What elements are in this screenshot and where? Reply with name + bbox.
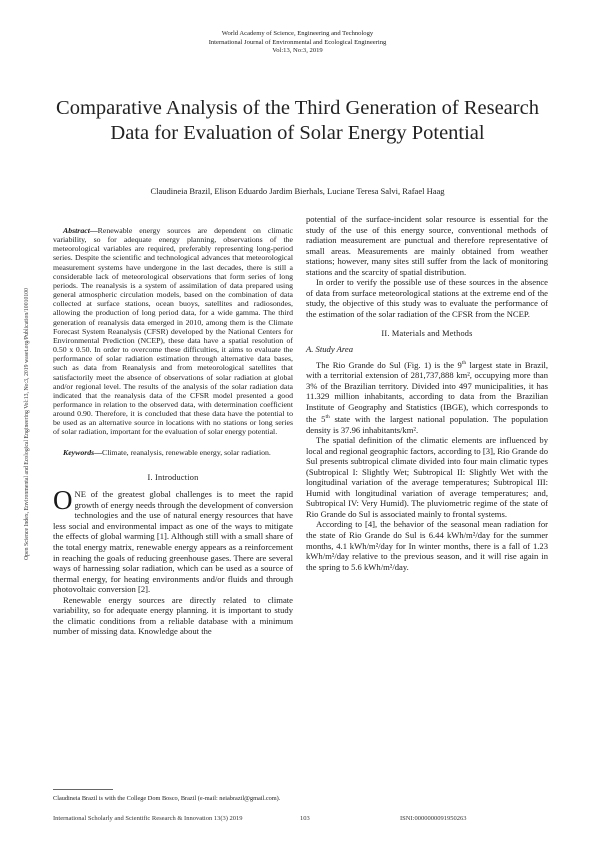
abstract-text: Renewable energy sources are dependent on climatic variability, so for adequate energy planning, observations of the meteorological variables are required, preferably representing long-period series. Despite the scientific and technological advances that meteorological measurement systems have undergone in the last decades, there is still a considerable lack of meteorological observations that form series of long periods. The reanalysis is a system of assimilation of data prepared using general atmospheric circulation models, based on the combination of data collected at surface stations, ocean buoys, satellites and radiosondes, allowing the production of long period data, for a wide gamma. The third generation of reanalysis data emerged in 2010, among them is the Climate Forecast System Reanalysis (CFSR) developed by the National Centers for Environmental Prediction (NCEP), these data have a spatial resolution of 0.50 x 0.50. In order to overcome these difficulties, it aims to evaluate the performance of solar radiation estimation through alternative data bases, such as data from Reanalysis and from meteorological satellites that satisfactorily meet the absence of observations of solar radiation at global and/or regional level. The results of the analysis of the solar radiation data indicated that the reanalysis data of the CFSR model presented a good performance in relation to the observed data, with determination coefficient around 0.90. Therefore, it is concluded that these data have the potential to be used as an alternative source in locations with no stations or long series of solar radiation, important for the evaluation of solar energy potential. — [53, 226, 293, 437]
intro-paragraph-2: Renewable energy sources are directly related to climate variability, so for adequate energy planning. it is important to study the climatic conditions from a reliable database with a minimum number of missing data. Knowledge about the — [53, 594, 293, 637]
intro-paragraph-1 — [53, 485, 293, 595]
footer-journal: International Scholarly and Scientific Research & Innovation 13(3) 2019 — [53, 815, 243, 822]
methods-paragraph-2: The spatial definition of the climatic elements are influenced by local and regional geographic factors, according to [3], Rio Grande do Sul presents subtropical climate divided into four main climatic types (Subtropical I: Slightly Wet; Subtropical II: Slightly Wet with the longitudinal variation of the average temperatures; Subtropical III: Humid with longitudinal variation of average temperatures; and, Subtropical IV: Very Humid). The pluviometric regime of the state of Rio Grande do Sul is associated mainly to frontal systems. — [306, 435, 548, 519]
journal-publisher: World Academy of Science, Engineering and Technology — [221, 30, 374, 37]
abstract-label: Abstract — [63, 226, 90, 235]
intro-paragraph-1-text: NE of the greatest global challenges is to meet the rapid growth of energy needs through the development of conversion technologies and the use of natural energy resources that have less social and environmental impact as one of the ways to mitigate the effects of global warming [1]. Although still with a small share of the total energy matrix, renewable energy appears as a reinforcement in reaching the goals of reducing greenhouse gases. There are several ways of harnessing solar radiation, which can be used as a source of thermal energy, for heating environments and/or fluids and through photovoltaic conversion [2]. — [53, 489, 293, 595]
journal-volume: Vol:13, No:3, 2019 — [272, 47, 323, 55]
methods-paragraph-1: The Rio Grande do Sul (Fig. 1) is the 9th largest state in Brazil, with a territorial extension of 281,737,888 km², occupying more than 3% of the Brazilian territory. Divided into 497 municipalities, it has 11.329 million inhabitants, according to data from the Brazilian Institute of Geography and Statistics (IBGE), which corresponds to the 5th state with the largest national population. The population density is 37.96 inhabitants/km². — [306, 359, 548, 435]
keywords-text: Climate, reanalysis, renewable energy, solar radiation. — [102, 447, 271, 457]
keywords-label: Keywords — [63, 447, 95, 457]
footnote-rule — [53, 789, 113, 790]
drop-cap: O — [53, 485, 73, 516]
author-footnote: Claudineia Brazil is with the College Dom Bosco, Brazil (e-mail: neiabrazil@gmail.com). — [53, 795, 281, 802]
journal-header — [0, 30, 595, 56]
left-column — [53, 226, 293, 637]
footer-issn: ISNI:0000000091950263 — [400, 815, 467, 822]
right-column — [306, 214, 548, 572]
methods-paragraph-3: According to [4], the behavior of the seasonal mean radiation for the state of Rio Grande do Sul is 6.44 kWh/m²/day for the summer months, 4.1 kWh/m²/day for In winter months, there is a fall of 1.23 kWh/m²/day relative to the previous season, and it will rise again in the spring to 5.6 kWh/m²/day. — [306, 519, 548, 572]
page-number: 103 — [300, 815, 310, 822]
paper-title: Comparative Analysis of the Third Generation of Research Data for Evaluation of Solar Energy Potential — [56, 97, 539, 144]
section-heading-methods: II. Materials and Methods — [381, 329, 473, 339]
abstract: Abstract—Renewable energy sources are dependent on climatic variability, so for adequate energy planning, observations of the meteorological variables are required, preferably representing long-period series. Despite the scientific and technological advances that meteorological measurement systems have undergone in the last decades, there is still a considerable lack of meteorological observations that form series of long periods. The reanalysis is a system of assimilation of data prepared using general atmospheric circulation models, based on the combination of data collected at surface stations, ocean buoys, satellites and radiosondes, allowing the production of long period data, for a wide gamma. The third generation of reanalysis data emerged in 2010, among them is the Climate Forecast System Reanalysis (CFSR) developed by the National Centers for Environmental Prediction (NCEP), these data have a spatial resolution of 0.50 x 0.50. In order to overcome these difficulties, it aims to evaluate the performance of solar radiation estimation through alternative data bases, such as data from Reanalysis and from meteorological satellites that satisfactorily meet the absence of observations of solar radiation at global and/or regional level. The results of the analysis of the solar radiation data indicated that the reanalysis data of the CFSR model presented a good performance in relation to the observed data, with determination coefficient around 0.90. Therefore, it is concluded that these data have the potential to be used as an alternative source in locations with no stations or long series of solar radiation, important for the evaluation of solar energy potential. — [53, 226, 293, 437]
subsection-heading-study-area: A. Study Area — [306, 344, 354, 355]
section-heading-introduction: I. Introduction — [147, 472, 199, 482]
paper-authors: Claudineia Brazil, Elison Eduardo Jardim Bierhals, Luciane Teresa Salvi, Rafael Haag — [150, 186, 445, 196]
journal-name: International Journal of Environmental and Ecological Engineering — [208, 38, 387, 46]
intro-paragraph-3: potential of the surface-incident solar resource is essential for the study of the use of this energy source, conventional methods of radiation measurement are punctual and therefore representative of small areas. Measurements are mainly obtained from weather stations; however, many sites still suffer from the lack of monitoring stations and the scarcity of spatial distribution. — [306, 214, 548, 277]
keywords: Keywords—Climate, reanalysis, renewable energy, solar radiation. — [63, 447, 271, 457]
side-index-label: Open Science Index, Environmental and Ecological Engineering Vol:13, No:3, 2019 waset.org/Publication/10010100 — [24, 287, 30, 560]
intro-paragraph-4: In order to verify the possible use of these sources in the absence of data from surface meteorological stations at the extreme end of the study, the objective of this study was to evaluate the performance of the estimation of the solar radiation of the CFSR from the NCEP. — [306, 277, 548, 319]
